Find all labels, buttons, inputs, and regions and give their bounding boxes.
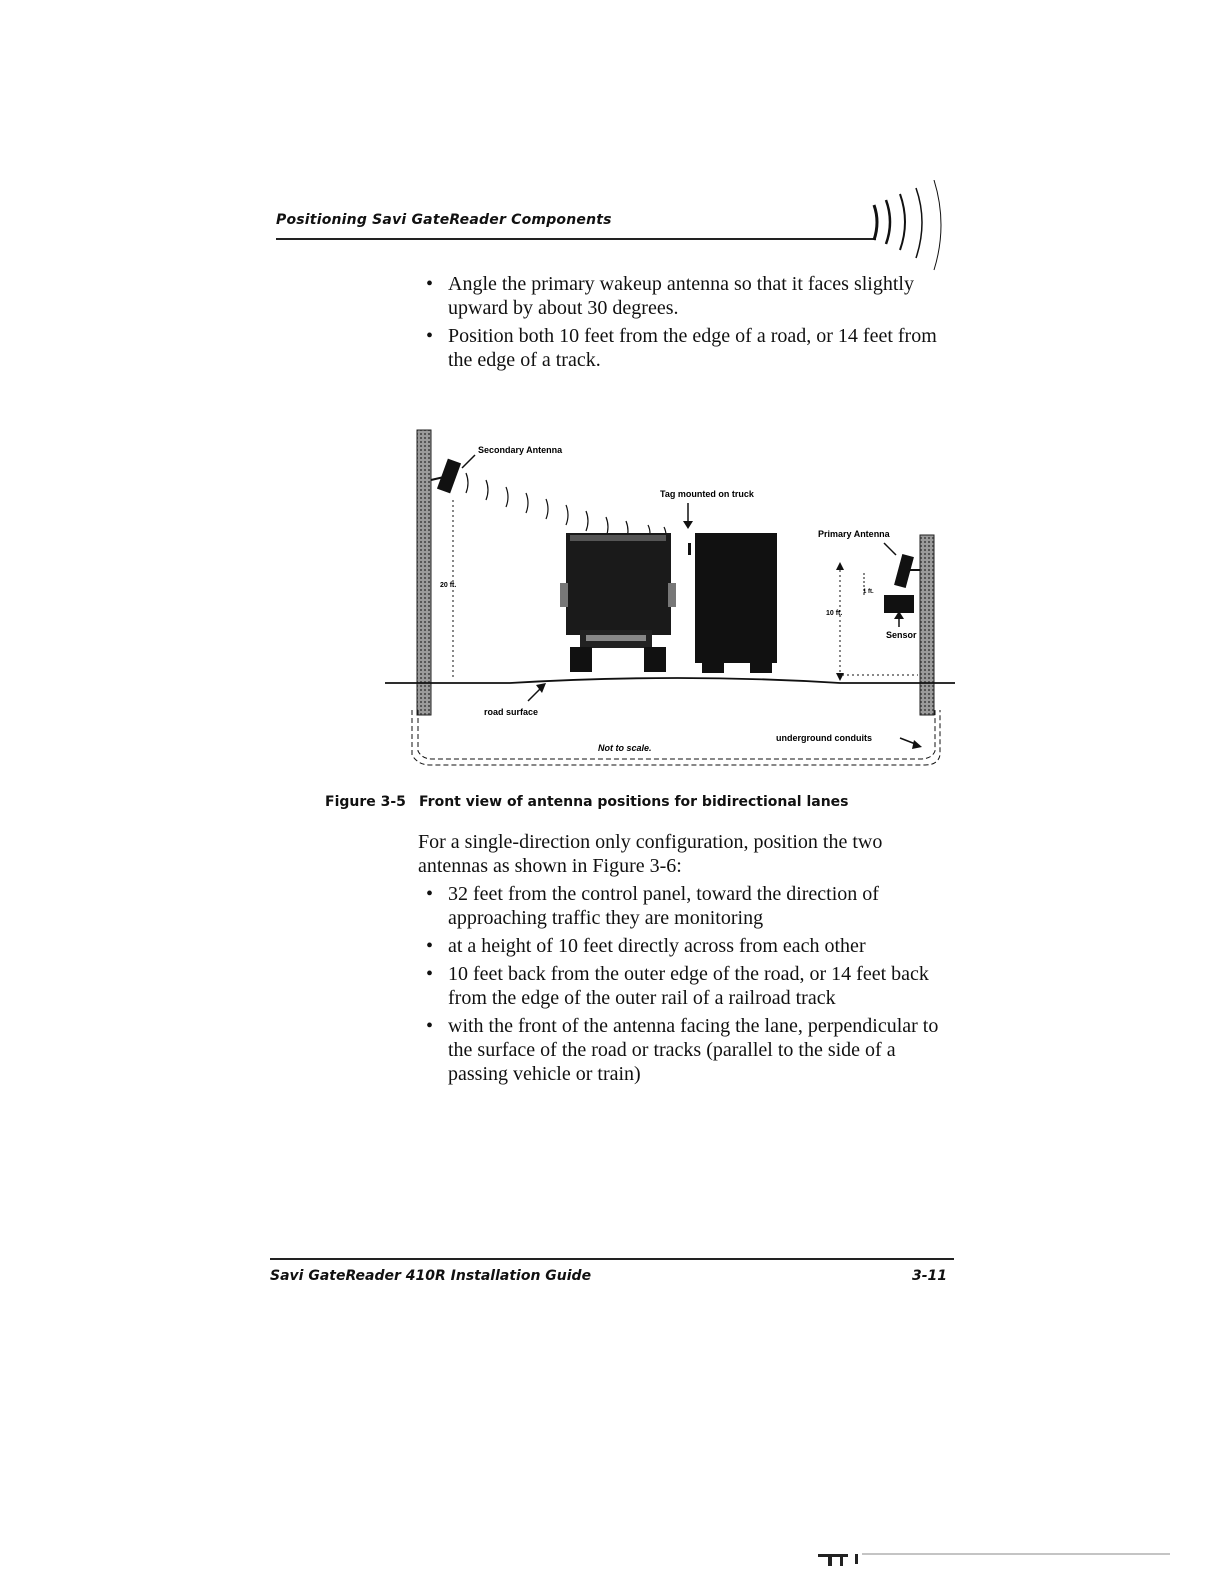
figure-caption (325, 794, 849, 810)
height-10-label: 10 ft. (826, 610, 843, 617)
conduits-label: underground conduits (776, 733, 872, 743)
truck-rear-icon (688, 533, 777, 673)
primary-antenna-label: Primary Antenna (818, 529, 890, 539)
running-header: Positioning Savi GateReader Components (276, 212, 612, 228)
tag-label: Tag mounted on truck (660, 489, 754, 499)
intro-paragraph: For a single-direction only configuration, position the two antennas as shown in Figure 3-6: (418, 831, 883, 877)
bullet-text: at a height of 10 feet directly across from each other (448, 935, 866, 957)
list-item: • with the front of the antenna facing the lane, perpendicular to the surface of the road or tracks (parallel to the side of a passing vehicle or train) (426, 1015, 939, 1085)
sensor-label: Sensor (886, 630, 917, 640)
antenna-figure (380, 425, 960, 780)
road-surface-label: road surface (484, 707, 539, 717)
not-to-scale-label: Not to scale. (598, 743, 652, 753)
secondary-antenna-icon (437, 459, 461, 494)
bullet-text: 10 feet back from the outer edge of the road, or 14 feet back from the edge of the outer rail of a railroad track (448, 963, 929, 1009)
truck-front-icon (560, 533, 676, 672)
top-bullet-list (420, 272, 940, 376)
one-ft-label: 1 ft. (863, 589, 874, 595)
footer-rule (270, 1258, 954, 1260)
list-item: • 10 feet back from the outer edge of the road, or 14 feet back from the edge of the outer rail of a railroad track (426, 963, 929, 1009)
bullet-text: with the front of the antenna facing the lane, perpendicular to the surface of the road or tracks (parallel to the side of a passing vehicle or train) (448, 1015, 939, 1085)
road-surface-line (385, 678, 955, 683)
sensor-icon (884, 595, 914, 613)
secondary-antenna-label: Secondary Antenna (478, 445, 563, 455)
caption-text: Front view of antenna positions for bidirectional lanes (419, 794, 849, 810)
left-pole (417, 430, 431, 715)
caption-number: Figure 3-5 (325, 794, 406, 810)
scan-artifact (800, 1548, 1200, 1568)
header-rule (276, 238, 876, 240)
list-item: • Position both 10 feet from the edge of a road, or 14 feet from the edge of a track. (426, 325, 937, 371)
bullet-text: Position both 10 feet from the edge of a road, or 14 feet from the edge of a track. (448, 325, 937, 371)
bullet-text: 32 feet from the control panel, toward the direction of approaching traffic they are monitoring (448, 883, 879, 929)
height-20-label: 20 ft. (440, 582, 457, 589)
radio-waves-logo (866, 180, 956, 280)
footer-title: Savi GateReader 410R Installation Guide (270, 1268, 592, 1284)
bottom-bullet-list (420, 882, 950, 1090)
list-item: • 32 feet from the control panel, toward the direction of approaching traffic they are monitoring (426, 883, 879, 929)
bullet-text: Angle the primary wakeup antenna so that it faces slightly upward by about 30 degrees. (448, 273, 914, 319)
page-number: 3-11 (912, 1268, 948, 1284)
list-item: • Angle the primary wakeup antenna so that it faces slightly upward by about 30 degrees. (426, 273, 914, 319)
right-pole (920, 535, 934, 715)
list-item: • at a height of 10 feet directly across from each other (426, 935, 866, 957)
